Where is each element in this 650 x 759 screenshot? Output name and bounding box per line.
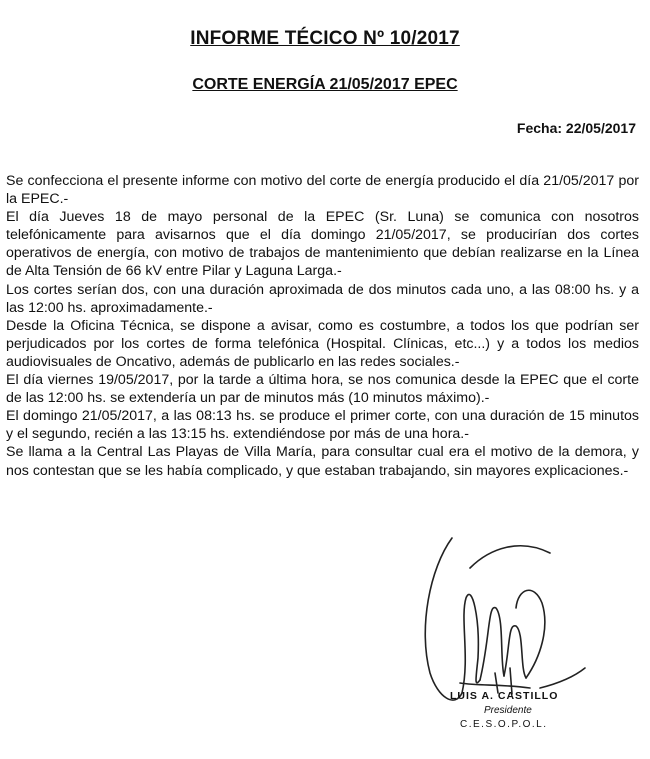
paragraph: Desde la Oficina Técnica, se dispone a avisar, como es costumbre, a todos los que podrían ser perjudicados por los cortes de forma telefónica (Hospital. Clínicas, etc...) y a todos los medios audiovisuales de Oncativo, además de publicarlo en las redes sociales.- (6, 317, 639, 370)
signature-block (400, 508, 640, 758)
paragraph: El domingo 21/05/2017, a las 08:13 hs. se produce el primer corte, con una duración de 15 minutos y el segundo, recién a las 13:15 hs. extendiéndose por más de una hora.- (6, 408, 639, 443)
paragraph: Los cortes serían dos, con una duración aproximada de dos minutos cada uno, a las 08:00 hs. y a las 12:00 hs. aproximadamente.- (6, 281, 639, 316)
document-date: Fecha: 22/05/2017 (516, 120, 636, 136)
signature-organization: C.E.S.O.P.O.L. (460, 719, 548, 730)
document-body (6, 172, 639, 480)
document-subtitle: CORTE ENERGÍA 21/05/2017 EPEC (192, 76, 458, 93)
paragraph: Se confecciona el presente informe con motivo del corte de energía producido el día 21/05/2017 por la EPEC.- (6, 173, 639, 208)
paragraph: El día Jueves 18 de mayo personal de la EPEC (Sr. Luna) se comunica con nosotros telefónicamente para avisarnos que el día domingo 21/05/2017, se producirían dos cortes operativos de energía, con motivo de trabajos de mantenimiento que debían realizarse en la Línea de Alta Tensión de 66 kV entre Pilar y Laguna Larga.- (6, 209, 639, 280)
signature-role: Presidente (484, 705, 532, 716)
paragraph: El día viernes 19/05/2017, por la tarde a última hora, se nos comunica desde la EPEC que el corte de las 12:00 hs. se extendería un par de minutos más (10 minutos máximo).- (6, 372, 639, 407)
signature-name: LUIS A. CASTILLO (450, 690, 559, 702)
document-title: INFORME TÉCICO Nº 10/2017 (190, 28, 460, 49)
paragraph: Se llama a la Central Las Playas de Villa María, para consultar cual era el motivo de la demora, y nos contestan que se les había complicado, y que estaban trabajando, sin mayores explicaciones.- (6, 444, 639, 479)
